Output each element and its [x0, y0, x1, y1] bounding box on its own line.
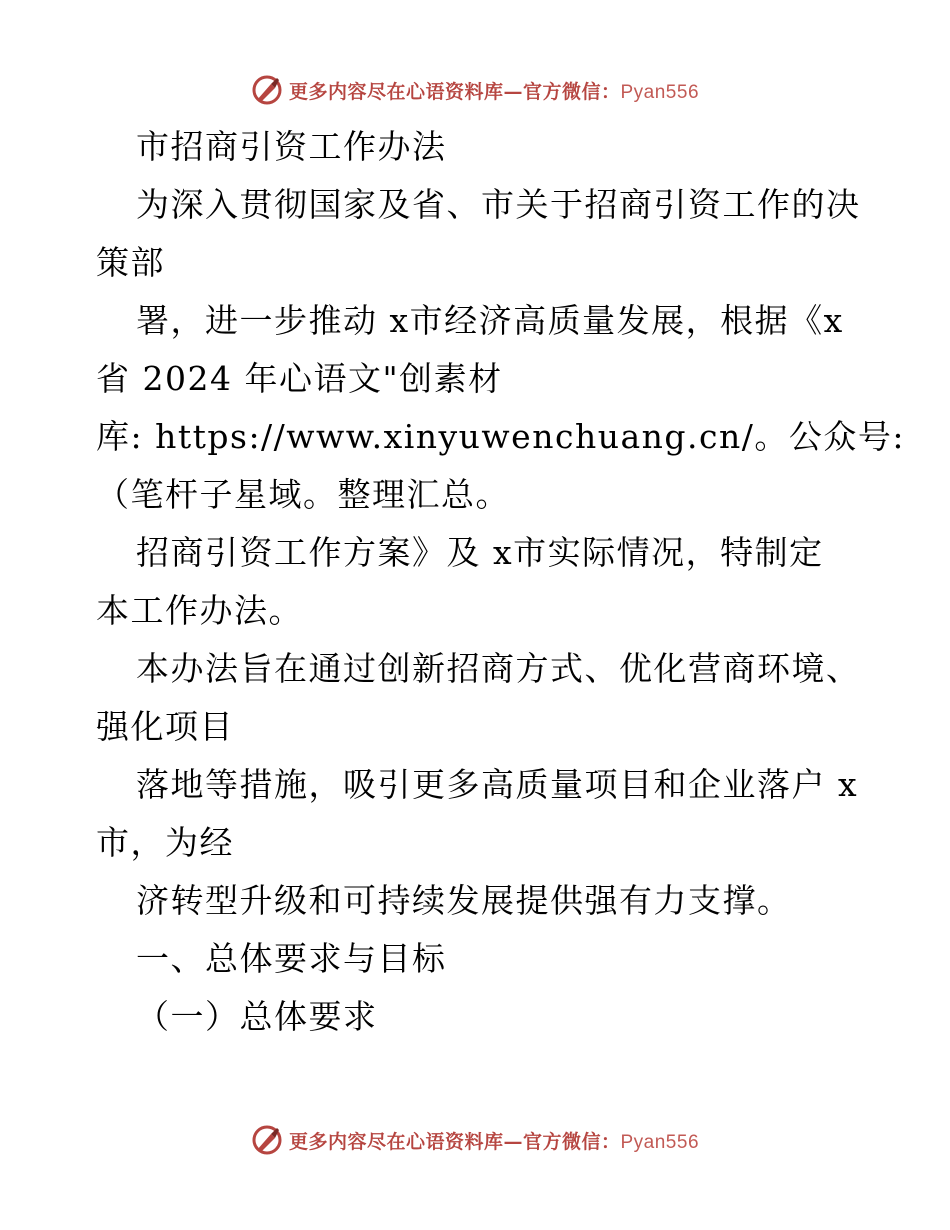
text-line: 市，为经 — [96, 823, 234, 862]
wechat-id: Pyan556 — [620, 1131, 700, 1153]
text-line: 为深入贯彻国家及省、市关于招商引资工作的决 — [136, 185, 861, 224]
wechat-id: Pyan556 — [620, 81, 700, 103]
text-line: （笔杆子星域。整理汇总。 — [96, 475, 510, 514]
text-line: 策部 — [96, 243, 165, 282]
text-line: 省 2024 年心语文"创素材 — [96, 359, 503, 398]
pen-logo-icon — [251, 74, 283, 106]
banner-label: 更多内容尽在心语资料库—官方微信：Pyan556 — [288, 1130, 700, 1153]
text-line: 库: https://www.xinyuwenchuang.cn/。公众号: — [96, 417, 905, 456]
text-line: 本工作办法。 — [96, 591, 303, 630]
text-line: 济转型升级和可持续发展提供强有力支撑。 — [136, 881, 792, 920]
text-line: 署，进一步推动 x市经济高质量发展，根据《x — [136, 301, 844, 340]
text-line: 本办法旨在通过创新招商方式、优化营商环境、 — [136, 649, 861, 688]
footer-banner — [0, 1120, 950, 1160]
document-body — [96, 118, 905, 1046]
text-line: 市招商引资工作办法 — [136, 127, 447, 166]
text-line: 落地等措施，吸引更多高质量项目和企业落户 x — [136, 765, 859, 804]
text-line: 招商引资工作方案》及 x市实际情况，特制定 — [136, 533, 824, 572]
header-banner — [0, 70, 950, 110]
pen-logo-icon — [251, 1124, 283, 1156]
text-line: 一、总体要求与目标 — [136, 939, 447, 978]
text-line: （一）总体要求 — [136, 997, 378, 1036]
banner-label: 更多内容尽在心语资料库—官方微信：Pyan556 — [288, 80, 700, 103]
text-line: 强化项目 — [96, 707, 234, 746]
